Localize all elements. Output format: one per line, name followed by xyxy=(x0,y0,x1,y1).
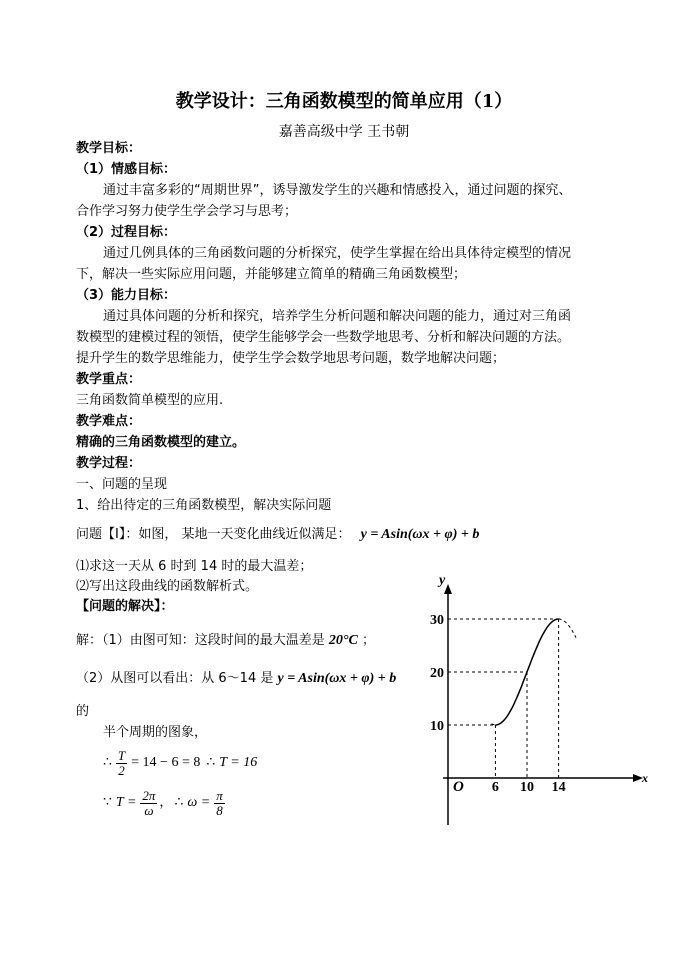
omega-equation xyxy=(103,786,225,820)
ability-objective-label: （3）能力目标： xyxy=(76,288,177,303)
tick-labels xyxy=(430,613,566,795)
pi-over-8-fraction xyxy=(214,789,225,818)
y-tick-label: 10 xyxy=(430,719,444,734)
ability-objective-line2: 数模型的建模过程的领悟，使学生能够学会一些数学地思考、分析和解决问题的方法。 xyxy=(76,330,571,345)
because-symbol: ∵ xyxy=(103,795,112,810)
period-difference: = 14 − 6 = 8 xyxy=(131,755,201,770)
solution2-prefix: （2）从图可以看出：从 6～14 是 xyxy=(76,671,274,686)
y-axis-label: y xyxy=(439,573,446,588)
y-tick-label: 30 xyxy=(430,613,444,628)
guide-lines xyxy=(448,619,559,778)
solution1-prefix: 解：（1）由图可知：这段时间的最大温差是 xyxy=(76,633,325,648)
x-axis-label: x xyxy=(642,771,648,785)
t-denominator: 2 xyxy=(118,762,125,778)
ability-objective-line1: 通过具体问题的分析和探究，培养学生分析问题和解决问题的能力，通过对三角函 xyxy=(103,309,572,324)
emotion-objective-label: （1）情感目标： xyxy=(76,162,177,177)
therefore-symbol-3: ∴ xyxy=(174,795,184,810)
comma: ， xyxy=(159,795,173,810)
y-tick-label: 20 xyxy=(430,666,444,681)
question-1: ⑴求这一天从 6 时到 14 时的最大温差； xyxy=(76,559,313,574)
solution2-formula: y = Asin(ωx + φ) + b xyxy=(277,671,397,686)
solution-heading: 【问题的解决】： xyxy=(76,599,174,614)
ability-objective-line3: 提升学生的数学思维能力，使学生学会数学地思考问题，数学地解决问题； xyxy=(76,351,506,366)
objectives-heading: 教学目标： xyxy=(76,141,142,156)
x-tick-label: 6 xyxy=(491,780,499,795)
solution1-value: 20°C xyxy=(328,633,358,648)
half-period-text: 半个周期的图象， xyxy=(103,725,208,740)
therefore-symbol: ∴ xyxy=(103,755,112,770)
process-item1: 1、给出待定的三角函数模型，解决实际问题 xyxy=(76,498,332,513)
difficulty-heading: 教学难点： xyxy=(76,414,142,429)
temperature-chart xyxy=(405,570,655,830)
solution1-suffix: ； xyxy=(362,633,376,648)
t-numerator: T xyxy=(117,747,126,763)
process-objective-label: （2）过程目标： xyxy=(76,225,177,240)
key-point-text: 三角函数简单模型的应用. xyxy=(76,393,224,408)
two-pi-over-omega-fraction xyxy=(140,789,157,818)
document-title: 教学设计：三角函数模型的简单应用（1） xyxy=(175,91,513,112)
omega-denominator: ω xyxy=(144,802,154,818)
emotion-objective-line1: 通过丰富多彩的“周期世界”，诱导激发学生的兴趣和情感投入，通过问题的探究、 xyxy=(103,183,572,198)
x-tick-label: 14 xyxy=(551,780,566,795)
solution2-de: 的 xyxy=(76,704,90,719)
x-tick-label: 10 xyxy=(520,780,534,795)
period-result: T = 16 xyxy=(219,755,258,770)
problem-formula: y = Asin(ωx + φ) + b xyxy=(360,527,480,542)
problem-statement xyxy=(76,526,479,544)
period-equation-1 xyxy=(103,746,257,780)
process-objective-line2: 下，解决一些实际应用问题，并能够建立简单的精确三角函数模型； xyxy=(76,267,467,282)
two-pi-numerator: 2π xyxy=(142,787,156,803)
emotion-objective-line2: 合作学习努力使学生学会学习与思考； xyxy=(76,204,298,219)
omega-equals: ω = xyxy=(187,795,211,810)
t-equals: T = xyxy=(115,795,137,810)
problem-label: 问题【Ⅰ】：如图， 某地一天变化曲线近似满足： xyxy=(76,527,351,542)
process-part1: 一、问题的呈现 xyxy=(76,477,168,492)
key-point-heading: 教学重点： xyxy=(76,372,142,387)
question-2: ⑵写出这段曲线的函数解析式。 xyxy=(76,579,259,594)
pi-numerator: π xyxy=(216,787,223,803)
difficulty-text: 精确的三角函数模型的建立。 xyxy=(76,435,246,450)
eight-denominator: 8 xyxy=(216,802,223,818)
origin-label: O xyxy=(453,779,464,795)
t-over-2-fraction xyxy=(116,749,127,778)
solution-part2 xyxy=(76,670,396,688)
document-author: 嘉善高级中学 王书朝 xyxy=(278,124,410,140)
solution-part1 xyxy=(76,632,375,650)
process-heading: 教学过程： xyxy=(76,456,142,471)
therefore-symbol-2: ∴ xyxy=(206,755,216,770)
process-objective-line1: 通过几例具体的三角函数问题的分析探究，使学生掌握在给出具体待定模型的情况 xyxy=(103,246,572,261)
